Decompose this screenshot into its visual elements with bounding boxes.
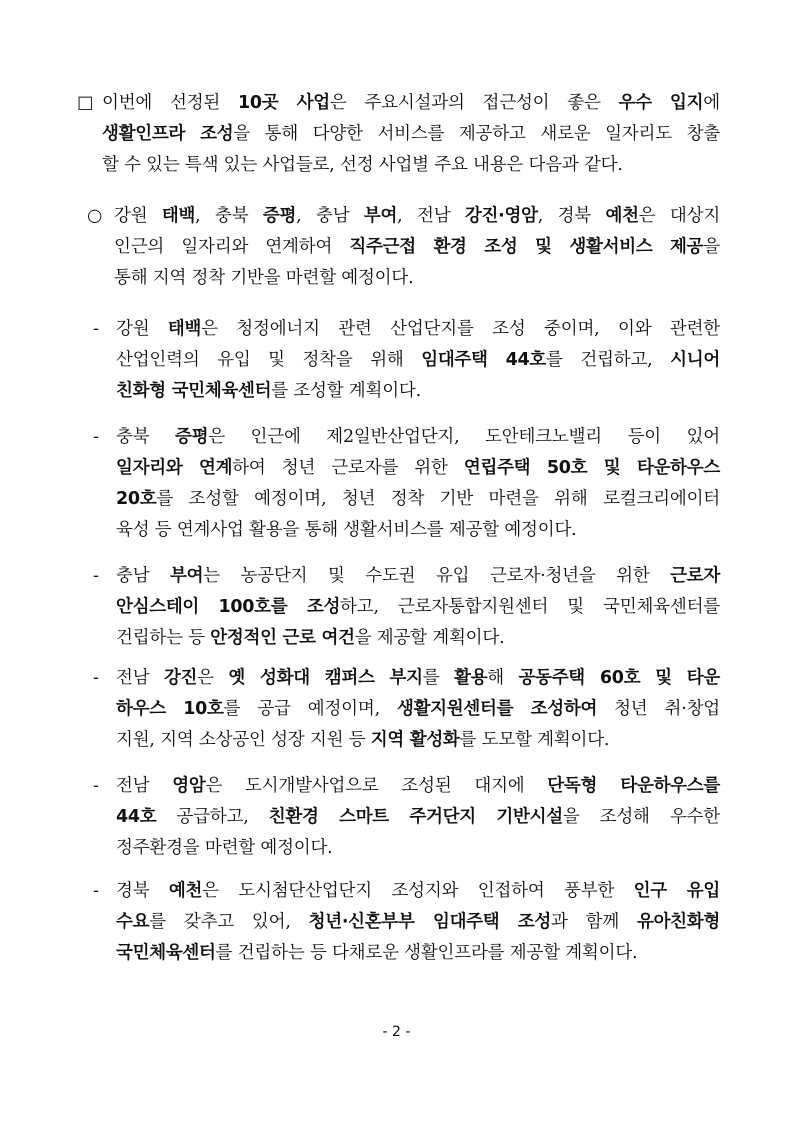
body-text: 를 건립하고, bbox=[546, 350, 671, 370]
dash-bullet: - bbox=[93, 427, 99, 447]
text-line bbox=[116, 663, 720, 694]
text-line bbox=[114, 201, 720, 232]
text-line bbox=[116, 938, 720, 969]
body-text: 은 bbox=[197, 668, 229, 688]
text-line bbox=[102, 88, 720, 119]
body-text: 을 통해 다양한 서비스를 제공하고 새로운 일자리도 창출 bbox=[233, 124, 720, 144]
body-text: 를 건립하는 등 다채로운 생활인프라를 제공할 계획이다. bbox=[215, 943, 638, 963]
emphasis-text: 활용 bbox=[454, 668, 488, 688]
emphasis-text: 예천 bbox=[168, 881, 203, 901]
body-text: 지원, 지역 소상공인 성장 지원 등 bbox=[116, 730, 371, 750]
body-text: 전남 bbox=[116, 668, 164, 688]
detail-paragraph-buyeo bbox=[116, 561, 720, 654]
body-text: 를 갖추고 있어, bbox=[149, 912, 309, 932]
circle-bullet-icon: ○ bbox=[87, 206, 103, 226]
text-line bbox=[114, 263, 720, 294]
emphasis-text: 공동주택 60호 및 타운 bbox=[518, 668, 720, 688]
emphasis-text: 영암 bbox=[172, 776, 206, 796]
body-text: 강원 bbox=[114, 206, 162, 226]
text-line bbox=[116, 592, 720, 623]
body-text: 을 bbox=[703, 237, 720, 257]
text-line bbox=[116, 484, 720, 515]
emphasis-text: 하우스 10호 bbox=[116, 699, 224, 719]
emphasis-text: 예천 bbox=[605, 206, 639, 226]
text-line bbox=[114, 232, 720, 263]
dash-bullet: - bbox=[93, 566, 99, 586]
body-text: 를 공급 예정이며, bbox=[223, 699, 397, 719]
body-text: 를 조성할 계획이다. bbox=[271, 381, 421, 401]
body-text: 를 도모할 계획이다. bbox=[459, 730, 610, 750]
body-text: 을 조성해 우수한 bbox=[562, 807, 720, 827]
body-text: 산업인력의 유입 및 정착을 위해 bbox=[116, 350, 422, 370]
emphasis-text: 우수 입지 bbox=[618, 93, 704, 113]
emphasis-text: 증평 bbox=[262, 206, 297, 226]
body-text: 충남 bbox=[116, 566, 171, 586]
emphasis-text: 근로자 bbox=[670, 566, 720, 586]
text-line bbox=[116, 314, 720, 345]
body-text: 은 도시개발사업으로 조성된 대지에 bbox=[205, 776, 548, 796]
body-text: 를 조성할 예정이며, 청년 정착 기반 마련을 위해 로컬크리에이터 bbox=[156, 489, 720, 509]
text-line bbox=[116, 876, 720, 907]
emphasis-text: 친환경 스마트 주거단지 기반시설 bbox=[268, 807, 563, 827]
emphasis-text: 태백 bbox=[167, 319, 202, 339]
emphasis-text: 20호 bbox=[116, 489, 157, 509]
body-text: 육성 등 연계사업 활용을 통해 생활서비스를 제공할 예정이다. bbox=[116, 520, 577, 540]
emphasis-text: 친화형 국민체육센터 bbox=[116, 381, 272, 401]
emphasis-text: 옛 성화대 캠퍼스 부지 bbox=[228, 668, 423, 688]
body-text: 은 주요시설과의 접근성이 좋은 bbox=[329, 93, 619, 113]
dash-bullet: - bbox=[93, 776, 99, 796]
emphasis-text: 부여 bbox=[363, 206, 398, 226]
emphasis-text: 임대주택 44호 bbox=[421, 350, 547, 370]
body-text: 는 농공단지 및 수도권 유입 근로자·청년을 위한 bbox=[203, 566, 671, 586]
emphasis-text: 일자리와 연계 bbox=[116, 458, 233, 478]
emphasis-text: 증평 bbox=[175, 427, 209, 447]
body-text: 은 도시첨단산업단지 조성지와 인접하여 풍부한 bbox=[202, 881, 634, 901]
emphasis-text: 생활인프라 조성 bbox=[102, 124, 234, 144]
body-text: 해 bbox=[487, 668, 519, 688]
text-line bbox=[102, 119, 720, 150]
detail-paragraph-yecheon bbox=[116, 876, 720, 969]
emphasis-text: 태백 bbox=[161, 206, 196, 226]
body-text: 충북 bbox=[116, 427, 176, 447]
summary-paragraph bbox=[114, 201, 720, 294]
body-text: 은 인근에 제2일반산업단지, 도안테크노밸리 등이 있어 bbox=[208, 427, 720, 447]
emphasis-text: 단독형 타운하우스를 bbox=[547, 776, 720, 796]
body-text: , 충북 bbox=[195, 206, 263, 226]
body-text: 경북 bbox=[116, 881, 169, 901]
emphasis-text: 시니어 bbox=[670, 350, 720, 370]
checkbox-bullet-icon: □ bbox=[77, 93, 94, 113]
text-line bbox=[116, 802, 720, 833]
body-text: 이번에 선정된 bbox=[102, 93, 238, 113]
dash-bullet: - bbox=[93, 881, 99, 901]
dash-bullet: - bbox=[93, 319, 99, 339]
emphasis-text: 유아친화형 bbox=[636, 912, 720, 932]
emphasis-text: 안심스테이 100호를 조성 bbox=[116, 597, 341, 617]
body-text: 하여 청년 근로자를 위한 bbox=[232, 458, 464, 478]
body-text: 은 청정에너지 관련 산업단지를 조성 중이며, 이와 관련한 bbox=[201, 319, 720, 339]
text-line bbox=[116, 376, 720, 407]
text-line bbox=[116, 623, 720, 654]
body-text: 공급하고, bbox=[156, 807, 269, 827]
body-text: 인근의 일자리와 연계하여 bbox=[114, 237, 350, 257]
text-line bbox=[116, 561, 720, 592]
body-text: 를 bbox=[422, 668, 455, 688]
text-line bbox=[116, 833, 720, 864]
body-text: 을 제공할 계획이다. bbox=[354, 628, 505, 648]
emphasis-text: 44호 bbox=[116, 807, 157, 827]
body-text: 정주환경을 마련할 예정이다. bbox=[116, 838, 333, 858]
body-text: 하고, 근로자통합지원센터 및 국민체육센터를 bbox=[340, 597, 720, 617]
body-text: 에 bbox=[703, 93, 720, 113]
emphasis-text: 생활지원센터를 조성하여 bbox=[396, 699, 598, 719]
emphasis-text: 청년·신혼부부 임대주택 조성 bbox=[308, 912, 551, 932]
emphasis-text: 직주근접 환경 조성 및 생활서비스 제공 bbox=[349, 237, 704, 257]
detail-paragraph-gangjin bbox=[116, 663, 720, 756]
page-number: - 2 - bbox=[382, 1024, 411, 1040]
emphasis-text: 강진·영암 bbox=[464, 206, 538, 226]
body-text: 과 함께 bbox=[550, 912, 637, 932]
emphasis-text: 수요 bbox=[116, 912, 150, 932]
emphasis-text: 연립주택 50호 및 타운하우스 bbox=[463, 458, 720, 478]
text-line bbox=[116, 694, 720, 725]
dash-bullet: - bbox=[93, 668, 99, 688]
body-text: 건립하는 등 bbox=[116, 628, 211, 648]
detail-paragraph-yeongam bbox=[116, 771, 720, 864]
detail-paragraph-jeungpyeong bbox=[116, 422, 720, 546]
text-line bbox=[102, 150, 720, 181]
body-text: 청년 취·창업 bbox=[597, 699, 720, 719]
emphasis-text: 강진 bbox=[163, 668, 198, 688]
text-line bbox=[116, 907, 720, 938]
text-line bbox=[116, 771, 720, 802]
text-line bbox=[116, 725, 720, 756]
emphasis-text: 국민체육센터 bbox=[116, 943, 216, 963]
detail-paragraph-taebaek bbox=[116, 314, 720, 407]
text-line bbox=[116, 515, 720, 546]
emphasis-text: 안정적인 근로 여건 bbox=[210, 628, 355, 648]
body-text: 은 대상지 bbox=[638, 206, 721, 226]
text-line bbox=[116, 453, 720, 484]
body-text: , 경북 bbox=[537, 206, 606, 226]
body-text: , 전남 bbox=[397, 206, 465, 226]
body-text: 통해 지역 정착 기반을 마련할 예정이다. bbox=[114, 268, 414, 288]
emphasis-text: 10곳 사업 bbox=[237, 93, 330, 113]
intro-paragraph bbox=[102, 88, 720, 181]
body-text: , 충남 bbox=[296, 206, 364, 226]
emphasis-text: 인구 유입 bbox=[633, 881, 720, 901]
body-text: 전남 bbox=[116, 776, 173, 796]
text-line bbox=[116, 422, 720, 453]
emphasis-text: 지역 활성화 bbox=[370, 730, 460, 750]
text-line bbox=[116, 345, 720, 376]
body-text: 강원 bbox=[116, 319, 168, 339]
body-text: 할 수 있는 특색 있는 사업들로, 선정 사업별 주요 내용은 다음과 같다. bbox=[102, 155, 623, 175]
emphasis-text: 부여 bbox=[170, 566, 204, 586]
